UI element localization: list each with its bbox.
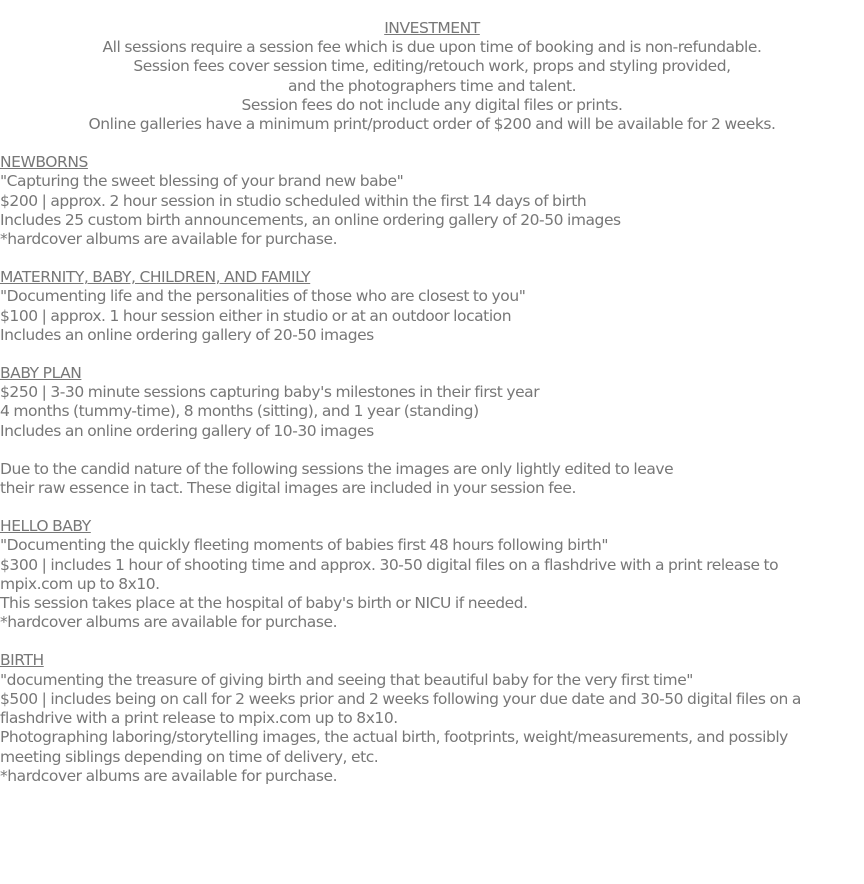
note-line: Due to the candid nature of the following sessions the images are only lightly edited to leave [0, 459, 674, 478]
section-line: Photographing laboring/storytelling images, the actual birth, footprints, weight/measurements, and possibly meeting siblings depending on time of delivery, etc. [0, 728, 788, 766]
intro-line: All sessions require a session fee which is due upon time of booking and is non-refundable. [102, 38, 762, 57]
intro-line: Session fees cover session time, editing/retouch work, props and styling provided, [133, 57, 731, 76]
hello-baby-heading: HELLO BABY [0, 517, 91, 536]
section-line: $500 | includes being on call for 2 weeks prior and 2 weeks following your due date and 30-50 digital files on a flashdrive with a print release to mpix.com up to 8x10. [0, 689, 801, 728]
section-line: This session takes place at the hospital of baby's birth or NICU if needed. [0, 594, 528, 613]
section-line: Includes 25 custom birth announcements, an online ordering gallery of 20-50 images [0, 210, 621, 229]
section-line: *hardcover albums are available for purchase. [0, 230, 338, 249]
maternity-section [0, 268, 845, 345]
section-line: "Capturing the sweet blessing of your brand new babe" [0, 172, 404, 191]
section-line: $100 | approx. 1 hour session either in studio or at an outdoor location [0, 306, 512, 325]
investment-intro [0, 19, 864, 134]
section-line: 4 months (tummy-time), 8 months (sitting), and 1 year (standing) [0, 402, 479, 421]
section-line: *hardcover albums are available for purchase. [0, 766, 338, 785]
birth-section [0, 651, 845, 785]
section-line: Includes an online ordering gallery of 20-50 images [0, 325, 374, 344]
intro-line: and the photographers time and talent. [287, 76, 577, 95]
birth-heading: BIRTH [0, 651, 44, 670]
candid-note [0, 460, 845, 498]
section-line: "Documenting the quickly fleeting moments of babies first 48 hours following birth" [0, 536, 609, 555]
intro-line: Online galleries have a minimum print/product order of $200 and will be available for 2 weeks. [88, 115, 776, 134]
newborns-heading: NEWBORNS [0, 153, 88, 172]
newborns-section [0, 153, 845, 249]
note-line: their raw essence in tact. These digital images are included in your session fee. [0, 479, 576, 498]
section-line: Includes an online ordering gallery of 10-30 images [0, 421, 374, 440]
investment-heading: INVESTMENT [384, 19, 480, 37]
section-line: "Documenting life and the personalities of those who are closest to you" [0, 287, 526, 306]
baby-plan-section [0, 364, 845, 441]
baby-plan-heading: BABY PLAN [0, 364, 82, 383]
hello-baby-section [0, 517, 845, 632]
section-line: *hardcover albums are available for purchase. [0, 613, 338, 632]
section-line: $250 | 3-30 minute sessions capturing baby's milestones in their first year [0, 383, 540, 402]
section-line: $200 | approx. 2 hour session in studio scheduled within the first 14 days of birth [0, 191, 587, 210]
section-line: "documenting the treasure of giving birth and seeing that beautiful baby for the very first time" [0, 670, 693, 689]
maternity-heading: MATERNITY, BABY, CHILDREN, AND FAMILY [0, 268, 311, 287]
intro-line: Session fees do not include any digital files or prints. [241, 95, 623, 114]
section-line: $300 | includes 1 hour of shooting time and approx. 30-50 digital files on a flashdrive with a print release to mpix.com up to 8x10. [0, 555, 779, 593]
